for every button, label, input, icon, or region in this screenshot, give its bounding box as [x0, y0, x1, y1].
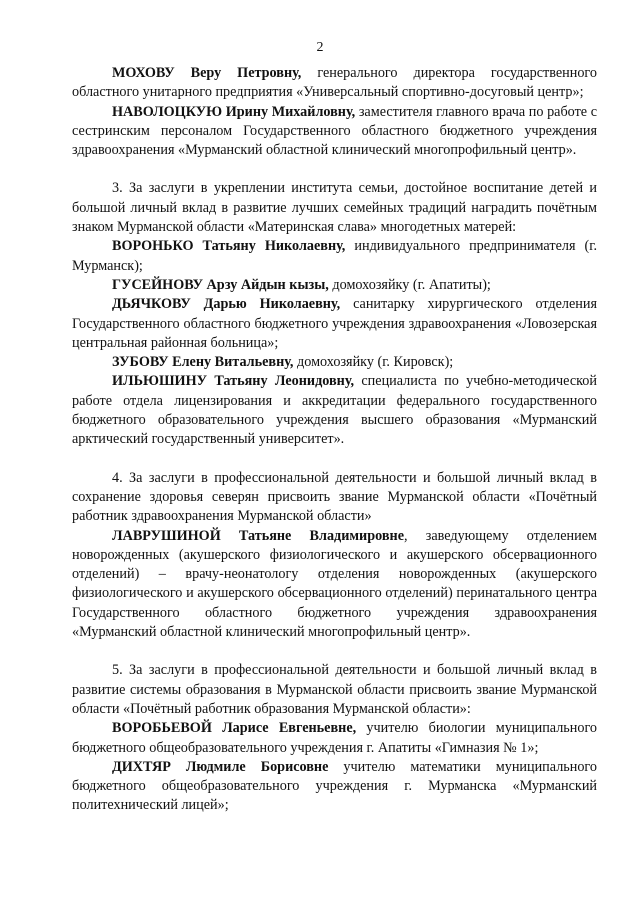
recipient-position: учителю математики муниципального бюджетного общеобразовательного учреждения г. Мурманска «Мурманский политехнический лицей»;	[72, 758, 597, 814]
paragraph-gap	[72, 642, 597, 661]
paragraph-gap	[72, 450, 597, 469]
recipient-name: ВОРОНЬКО Татьяну Николаевну,	[112, 238, 346, 255]
clause-4: 4. За заслуги в профессиональной деятельности и большой личный вклад в сохранение здоровья северян присвоить звание Мурманской области «Почётный работник здравоохранения Мурманской области»	[72, 469, 597, 525]
award-entry	[72, 103, 597, 161]
document-body	[72, 64, 597, 816]
recipient-name: ДЬЯЧКОВУ Дарью Николаевну,	[112, 296, 341, 313]
recipient-name: МОХОВУ Веру Петровну,	[112, 65, 302, 81]
award-entry	[72, 758, 597, 816]
recipient-position: , заведующему отделением новорожденных (акушерского физиологического и акушерского обсервационного отделений) – врачу-неонатологу отделения новорожденных (акушерского физиологического и акушерского обсервационного отделений) перинатального центра Государственного областного бюджетного учреждения здравоохранения «Мурманский областной клинический многопрофильный центр».	[72, 527, 597, 641]
award-entry	[72, 295, 597, 353]
page-number: 2	[316, 40, 324, 55]
award-entry	[72, 276, 597, 295]
award-entry	[72, 237, 597, 276]
recipient-position: специалиста по учебно-методической работе отдела лицензирования и аккредитации федерального государственного бюджетного образовательного учреждения высшего образования «Мурманский арктический государственный университет».	[72, 373, 597, 448]
recipient-position: генерального директора государственного областного унитарного предприятия «Универсальный спортивно-досуговый центр»;	[72, 65, 597, 101]
award-entry	[72, 719, 597, 758]
clause-3: 3. За заслуги в укреплении института семьи, достойное воспитание детей и большой личный вклад в развитие лучших семейных традиций наградить почётным знаком Мурманской области «Материнская слава» многодетных матерей:	[72, 180, 597, 236]
recipient-position: санитарку хирургического отделения Государственного областного бюджетного учреждения здравоохранения «Ловозерская центральная районная больница»;	[72, 296, 597, 351]
recipient-name: ДИХТЯР Людмиле Борисовне	[112, 758, 329, 775]
award-entry	[72, 353, 597, 372]
recipient-name: ЛАВРУШИНОЙ Татьяне Владимировне	[112, 527, 404, 544]
award-entry	[72, 64, 597, 103]
recipient-name: ГУСЕЙНОВУ Арзу Айдын кызы,	[112, 276, 329, 293]
recipient-position: индивидуального предпринимателя (г. Мурманск);	[72, 238, 598, 274]
recipient-name: ИЛЬЮШИНУ Татьяну Леонидовну,	[112, 373, 355, 390]
award-entry	[72, 372, 597, 449]
award-entry	[72, 527, 597, 643]
recipient-position: домохозяйку (г. Кировск);	[293, 354, 454, 371]
recipient-position: учителю биологии муниципального бюджетного общеобразовательного учреждения г. Апатиты «Гимназия № 1»;	[72, 720, 598, 756]
recipient-name: ЗУБОВУ Елену Витальевну,	[112, 354, 294, 371]
recipient-name: НАВОЛОЦКУЮ Ирину Михайловну,	[112, 103, 356, 120]
clause-5: 5. За заслуги в профессиональной деятельности и большой личный вклад в развитие системы образования в Мурманской области присвоить звание Мурманской области «Почётный работник образования Мурманской области»:	[72, 662, 597, 717]
recipient-position: домохозяйку (г. Апатиты);	[328, 276, 491, 293]
paragraph-gap	[72, 160, 597, 179]
recipient-position: заместителя главного врача по работе с сестринским персоналом Государственного областного бюджетного учреждения здравоохранения «Мурманский областной клинический многопрофильный центр».	[72, 103, 597, 159]
recipient-name: ВОРОБЬЕВОЙ Ларисе Евгеньевне,	[112, 720, 357, 737]
